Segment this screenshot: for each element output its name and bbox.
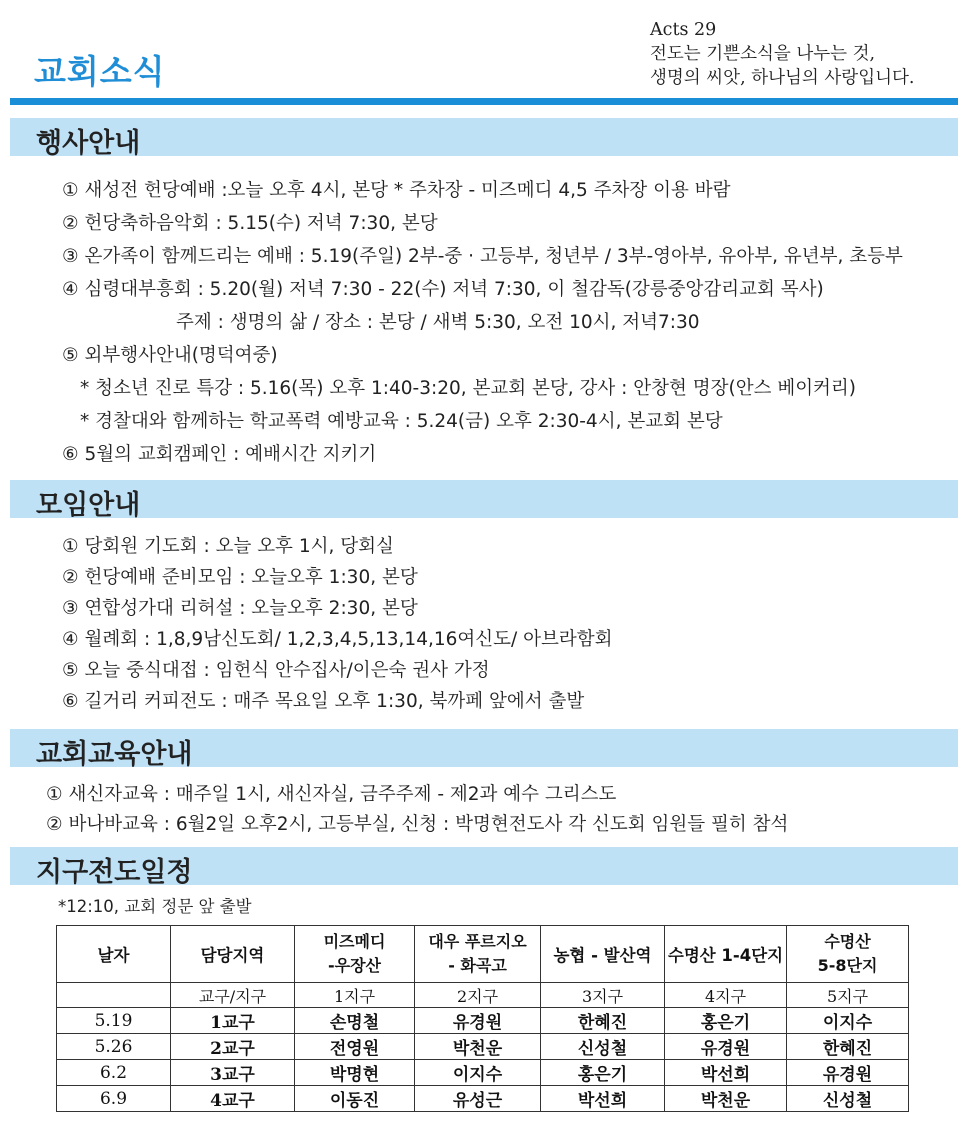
table-cell: 3교구 <box>171 1060 295 1086</box>
section-district-title: 지구전도일정 <box>36 857 193 888</box>
departure-note: *12:10, 교회 정문 앞 출발 <box>58 897 252 916</box>
header-divider <box>10 98 958 105</box>
header-cell-region1: 미즈메디 -우장산 <box>295 926 415 983</box>
subheader-cell: 5지구 <box>787 983 909 1008</box>
table-cell: 박천운 <box>665 1086 787 1112</box>
table-cell: 유경원 <box>415 1008 541 1034</box>
table-cell: 한혜진 <box>787 1034 909 1060</box>
header-cell-region5: 수명산 5-8단지 <box>787 926 909 983</box>
table-subheader-row <box>57 983 909 1008</box>
event-line: ① 새성전 헌당예배 :오늘 오후 4시, 본당 * 주차장 - 미즈메디 4,5 주차장 이용 바람 <box>62 180 731 201</box>
subheader-cell: 교구/지구 <box>171 983 295 1008</box>
date-cell: 5.26 <box>57 1034 171 1060</box>
header-cell-area: 담당지역 <box>171 926 295 983</box>
event-line: ⑤ 외부행사안내(명덕여중) <box>62 345 278 366</box>
district-schedule-table <box>56 925 909 1112</box>
event-line-sub: 주제 : 생명의 삶 / 장소 : 본당 / 새벽 5:30, 오전 10시, 저녁7:30 <box>176 312 700 333</box>
section-meetings-title: 모임안내 <box>36 490 141 521</box>
section-education-header <box>10 729 958 770</box>
subheader-cell: 4지구 <box>665 983 787 1008</box>
subheader-cell: 3지구 <box>541 983 665 1008</box>
table-cell: 유경원 <box>787 1060 909 1086</box>
table-cell: 박선희 <box>665 1060 787 1086</box>
header-cell-region3: 농협 - 발산역 <box>541 926 665 983</box>
event-line-sub: * 청소년 진로 특강 : 5.16(목) 오후 1:40-3:20, 본교회 본당, 강사 : 안창현 명장(안스 베이커리) <box>80 378 857 399</box>
section-meetings-header <box>10 480 958 521</box>
subheader-cell: 2지구 <box>415 983 541 1008</box>
date-cell: 6.9 <box>57 1086 171 1112</box>
event-line: ② 헌당축하음악회 : 5.15(수) 저녁 7:30, 본당 <box>62 213 438 234</box>
table-cell: 박천운 <box>415 1034 541 1060</box>
table-cell: 전영원 <box>295 1034 415 1060</box>
event-line: ④ 심령대부흥회 : 5.20(월) 저녁 7:30 - 22(수) 저녁 7:30, 이 철감독(강릉중앙감리교회 목사) <box>62 279 824 300</box>
table-header-row <box>57 926 909 983</box>
page-title: 교회소식 <box>34 52 166 91</box>
table-cell: 한혜진 <box>541 1008 665 1034</box>
section-education-title: 교회교육안내 <box>36 739 193 770</box>
table-cell: 손명철 <box>295 1008 415 1034</box>
table-cell: 1교구 <box>171 1008 295 1034</box>
event-line: ③ 온가족이 함께드리는 예배 : 5.19(주일) 2부-중 · 고등부, 청년부 / 3부-영아부, 유아부, 유년부, 초등부 <box>62 246 903 267</box>
table-cell: 유경원 <box>665 1034 787 1060</box>
verse-line-2: 생명의 씨앗, 하나님의 사랑입니다. <box>650 68 915 88</box>
verse-reference: Acts 29 <box>650 20 717 40</box>
table-cell: 이지수 <box>415 1060 541 1086</box>
date-cell: 6.2 <box>57 1060 171 1086</box>
table-cell: 홍은기 <box>665 1008 787 1034</box>
header-cell-region4: 수명산 1-4단지 <box>665 926 787 983</box>
table-cell: 유성근 <box>415 1086 541 1112</box>
table-cell: 신성철 <box>541 1034 665 1060</box>
meeting-line: ⑤ 오늘 중식대접 : 임헌식 안수집사/이은숙 권사 가정 <box>62 660 490 681</box>
table-row <box>57 1008 909 1034</box>
meeting-line: ⑥ 길거리 커피전도 : 매주 목요일 오후 1:30, 북까페 앞에서 출발 <box>62 691 585 712</box>
section-district-header <box>10 847 958 888</box>
header-cell-region2: 대우 푸르지오 - 화곡고 <box>415 926 541 983</box>
education-line: ② 바나바교육 : 6월2일 오후2시, 고등부실, 신청 : 박명현전도사 각 신도회 임원들 필히 참석 <box>46 814 789 835</box>
table-cell: 4교구 <box>171 1086 295 1112</box>
header-cell-date: 날자 <box>57 926 171 983</box>
section-events-title: 행사안내 <box>36 128 141 159</box>
table-row <box>57 1060 909 1086</box>
table-cell: 박선희 <box>541 1086 665 1112</box>
verse-block <box>650 18 914 90</box>
table-cell: 신성철 <box>787 1086 909 1112</box>
table-row <box>57 1086 909 1112</box>
meeting-line: ③ 연합성가대 리허설 : 오늘오후 2:30, 본당 <box>62 598 418 619</box>
meeting-line: ② 헌당예배 준비모임 : 오늘오후 1:30, 본당 <box>62 567 418 588</box>
education-line: ① 새신자교육 : 매주일 1시, 새신자실, 금주주제 - 제2과 예수 그리스도 <box>46 784 617 805</box>
subheader-cell: 1지구 <box>295 983 415 1008</box>
section-events-header <box>10 118 958 159</box>
table-cell: 이동진 <box>295 1086 415 1112</box>
table-cell: 박명현 <box>295 1060 415 1086</box>
table-row <box>57 1034 909 1060</box>
table-cell: 2교구 <box>171 1034 295 1060</box>
table-cell: 이지수 <box>787 1008 909 1034</box>
verse-line-1: 전도는 기쁜소식을 나누는 것, <box>650 44 876 64</box>
meeting-line: ① 당회원 기도회 : 오늘 오후 1시, 당회실 <box>62 536 394 557</box>
subheader-cell <box>57 983 171 1008</box>
meeting-line: ④ 월례회 : 1,8,9남신도회/ 1,2,3,4,5,13,14,16여신도/ 아브라함회 <box>62 629 613 650</box>
event-line: ⑥ 5월의 교회캠페인 : 예배시간 지키기 <box>62 444 377 465</box>
date-cell: 5.19 <box>57 1008 171 1034</box>
event-line-sub: * 경찰대와 함께하는 학교폭력 예방교육 : 5.24(금) 오후 2:30-4시, 본교회 본당 <box>80 411 723 432</box>
table-cell: 홍은기 <box>541 1060 665 1086</box>
